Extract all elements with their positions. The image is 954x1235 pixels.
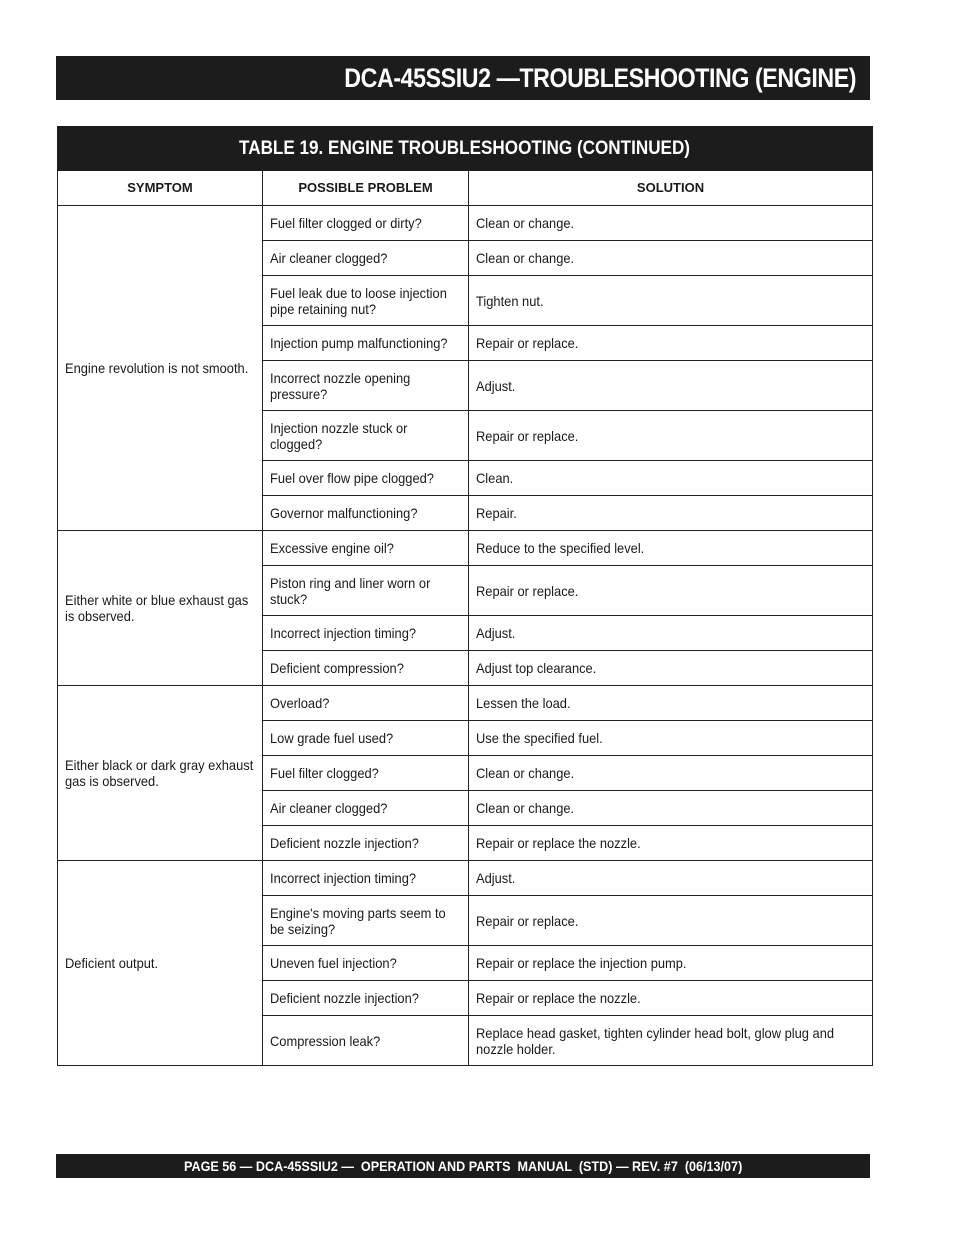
- solution-cell: Adjust top clearance.: [469, 651, 873, 686]
- page-footer: [56, 1154, 870, 1178]
- problem-cell: Air cleaner clogged?: [263, 241, 469, 276]
- problem-cell: Fuel over flow pipe clogged?: [263, 461, 469, 496]
- problem-cell: Injection nozzle stuck or clogged?: [263, 411, 469, 461]
- problem-cell: Engine's moving parts seem to be seizing?: [263, 896, 469, 946]
- symptom-cell: Deficient output.: [58, 861, 263, 1066]
- problem-cell: Deficient nozzle injection?: [263, 981, 469, 1016]
- problem-cell: Injection pump malfunctioning?: [263, 326, 469, 361]
- solution-cell: Repair or replace.: [469, 566, 873, 616]
- troubleshooting-table: [57, 126, 873, 1066]
- footer-text: PAGE 56 — DCA-45SSIU2 — OPERATION AND PARTS MANUAL (STD) — REV. #7 (06/13/07): [183, 1158, 743, 1174]
- problem-cell: Deficient compression?: [263, 651, 469, 686]
- solution-cell: Use the specified fuel.: [469, 721, 873, 756]
- solution-cell: Lessen the load.: [469, 686, 873, 721]
- solution-cell: Clean or change.: [469, 206, 873, 241]
- table-row: [58, 531, 873, 566]
- problem-cell: Air cleaner clogged?: [263, 791, 469, 826]
- solution-cell: Clean or change.: [469, 241, 873, 276]
- solution-cell: Clean.: [469, 461, 873, 496]
- solution-cell: Repair.: [469, 496, 873, 531]
- problem-cell: Excessive engine oil?: [263, 531, 469, 566]
- symptom-cell: Either white or blue exhaust gas is observed.: [58, 531, 263, 686]
- solution-cell: Repair or replace.: [469, 326, 873, 361]
- solution-cell: Repair or replace.: [469, 411, 873, 461]
- solution-cell: Repair or replace the nozzle.: [469, 826, 873, 861]
- problem-cell: Piston ring and liner worn or stuck?: [263, 566, 469, 616]
- solution-cell: Repair or replace the injection pump.: [469, 946, 873, 981]
- problem-cell: Low grade fuel used?: [263, 721, 469, 756]
- solution-cell: Clean or change.: [469, 756, 873, 791]
- problem-cell: Incorrect injection timing?: [263, 861, 469, 896]
- page-title: DCA-45SSIU2 —TROUBLESHOOTING (ENGINE): [344, 63, 856, 93]
- problem-cell: Governor malfunctioning?: [263, 496, 469, 531]
- table-caption: TABLE 19. ENGINE TROUBLESHOOTING (CONTINUED): [58, 127, 873, 171]
- problem-cell: Overload?: [263, 686, 469, 721]
- problem-cell: Compression leak?: [263, 1016, 469, 1066]
- problem-cell: Fuel leak due to loose injection pipe retaining nut?: [263, 276, 469, 326]
- solution-cell: Repair or replace.: [469, 896, 873, 946]
- solution-cell: Adjust.: [469, 616, 873, 651]
- solution-cell: Adjust.: [469, 361, 873, 411]
- problem-cell: Uneven fuel injection?: [263, 946, 469, 981]
- table-row: [58, 686, 873, 721]
- column-header-possible-problem: POSSIBLE PROBLEM: [263, 171, 469, 206]
- problem-cell: Incorrect injection timing?: [263, 616, 469, 651]
- symptom-cell: Either black or dark gray exhaust gas is observed.: [58, 686, 263, 861]
- problem-cell: Deficient nozzle injection?: [263, 826, 469, 861]
- solution-cell: Tighten nut.: [469, 276, 873, 326]
- column-header-symptom: SYMPTOM: [58, 171, 263, 206]
- problem-cell: Fuel filter clogged?: [263, 756, 469, 791]
- symptom-cell: Engine revolution is not smooth.: [58, 206, 263, 531]
- solution-cell: Repair or replace the nozzle.: [469, 981, 873, 1016]
- solution-cell: Clean or change.: [469, 791, 873, 826]
- problem-cell: Incorrect nozzle opening pressure?: [263, 361, 469, 411]
- solution-cell: Replace head gasket, tighten cylinder head bolt, glow plug and nozzle holder.: [469, 1016, 873, 1066]
- table-row: [58, 861, 873, 896]
- problem-cell: Fuel filter clogged or dirty?: [263, 206, 469, 241]
- solution-cell: Adjust.: [469, 861, 873, 896]
- page-title-bar: [56, 56, 870, 100]
- table-row: [58, 206, 873, 241]
- solution-cell: Reduce to the specified level.: [469, 531, 873, 566]
- column-header-solution: SOLUTION: [469, 171, 873, 206]
